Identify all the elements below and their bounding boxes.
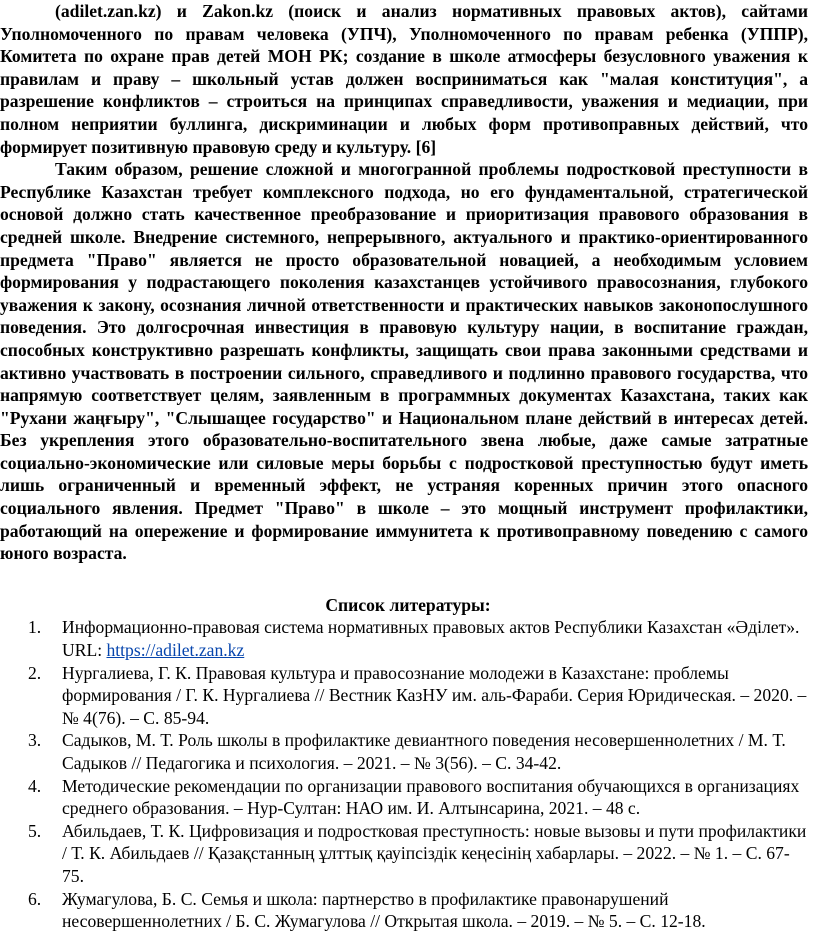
reference-number: 6. — [28, 888, 42, 909]
body-paragraph-1: (adilet.zan.kz) и Zakon.kz (поиск и анализ нормативных правовых актов), сайтами Уполномоченного по правам человека (УПЧ), Уполномоченного по правам ребенка (УППР), Комитета по охране прав детей МОН РК; создание в школе атмосферы безусловного уважения к правилам и праву – школьный устав должен восприниматься как "малая конституция", а разрешение конфликтов – строиться на принципах справедливости, уважения и медиации, при полном неприятии буллинга, дискриминации и любых форм противоправных действий, что формирует позитивную правовую среду и культуру. [6] — [0, 1, 808, 157]
references-title: Список литературы: — [325, 594, 491, 615]
reference-number: 2. — [28, 662, 42, 683]
reference-item — [0, 616, 816, 661]
reference-item — [0, 662, 816, 730]
reference-text: Методические рекомендации по организации правового воспитания обучающихся в организациях среднего образования. – Нур-Султан: НАО им. И. Алтынсарина, 2021. – 48 с. — [62, 775, 800, 819]
reference-text: Информационно-правовая система нормативных правовых актов Республики Казахстан «Әділет». URL: — [62, 617, 800, 661]
body-paragraph-2: Таким образом, решение сложной и многогранной проблемы подростковой преступности в Республике Казахстан требует комплексного подхода, но его фундаментальной, стратегической основой должно стать качественное преобразование и приоритизация правового образования в средней школе. Внедрение системного, непрерывного, актуального и практико-ориентированного предмета "Право" является не просто образовательной новацией, а необходимым условием формирования у подрастающего поколения казахстанцев устойчивого правосознания, глубокого уважения к закону, осознания личной ответственности и практических навыков законопослушного поведения. Это долгосрочная инвестиция в правовую культуру нации, в воспитание граждан, способных конструктивно разрешать конфликты, защищать свои права законными средствами и активно участвовать в построении сильного, справедливого и подлинно правового государства, что напрямую соответствует целям, заявленным в программных документах Казахстана, таких как "Рухани жаңғыру", "Слышащее государство" и Национальном плане действий в интересах детей. Без укрепления этого образовательно-воспитательного звена любые, даже самые затратные социально-экономические или силовые меры борьбы с подростковой преступностью будут иметь лишь ограниченный и временный эффект, не устраняя коренных причин этого опасного социального явления. Предмет "Право" в школе – это мощный инструмент профилактики, работающий на опережение и формирование иммунитета к противоправному поведению с самого юного возраста. — [0, 159, 808, 564]
reference-link[interactable]: https://adilet.zan.kz — [106, 640, 245, 661]
references-list — [0, 616, 816, 932]
reference-number: 1. — [28, 617, 42, 638]
reference-number: 5. — [28, 820, 42, 841]
reference-number: 3. — [28, 730, 42, 751]
reference-item — [0, 888, 816, 933]
reference-item — [0, 729, 816, 774]
reference-item — [0, 775, 816, 820]
reference-text: Абильдаев, Т. К. Цифровизация и подростковая преступность: новые вызовы и пути профилактики / Т. К. Абильдаев // Қазақстанның ұлттық қауіпсіздік кеңесінің хабарлары. – 2022. – № 1. – С. 67-75. — [62, 820, 807, 886]
reference-text: Садыков, М. Т. Роль школы в профилактике девиантного поведения несовершеннолетних / М. Т. Садыков // Педагогика и психология. – 2021. – № 3(56). – С. 34-42. — [62, 730, 786, 773]
reference-item — [0, 820, 816, 888]
reference-number: 4. — [28, 775, 42, 796]
reference-text: Нургалиева, Г. К. Правовая культура и правосознание молодежи в Казахстане: проблемы формирования / Г. К. Нургалиева // Вестник КазНУ им. аль-Фараби. Серия Юридическая. – 2020. – № 4(76). – С. 85-94. — [62, 662, 807, 728]
reference-text: Жумагулова, Б. С. Семья и школа: партнерство в профилактике правонарушений несовершеннолетних / Б. С. Жумагулова // Открытая школа. – 2019. – № 5. – С. 12-18. — [62, 888, 706, 932]
